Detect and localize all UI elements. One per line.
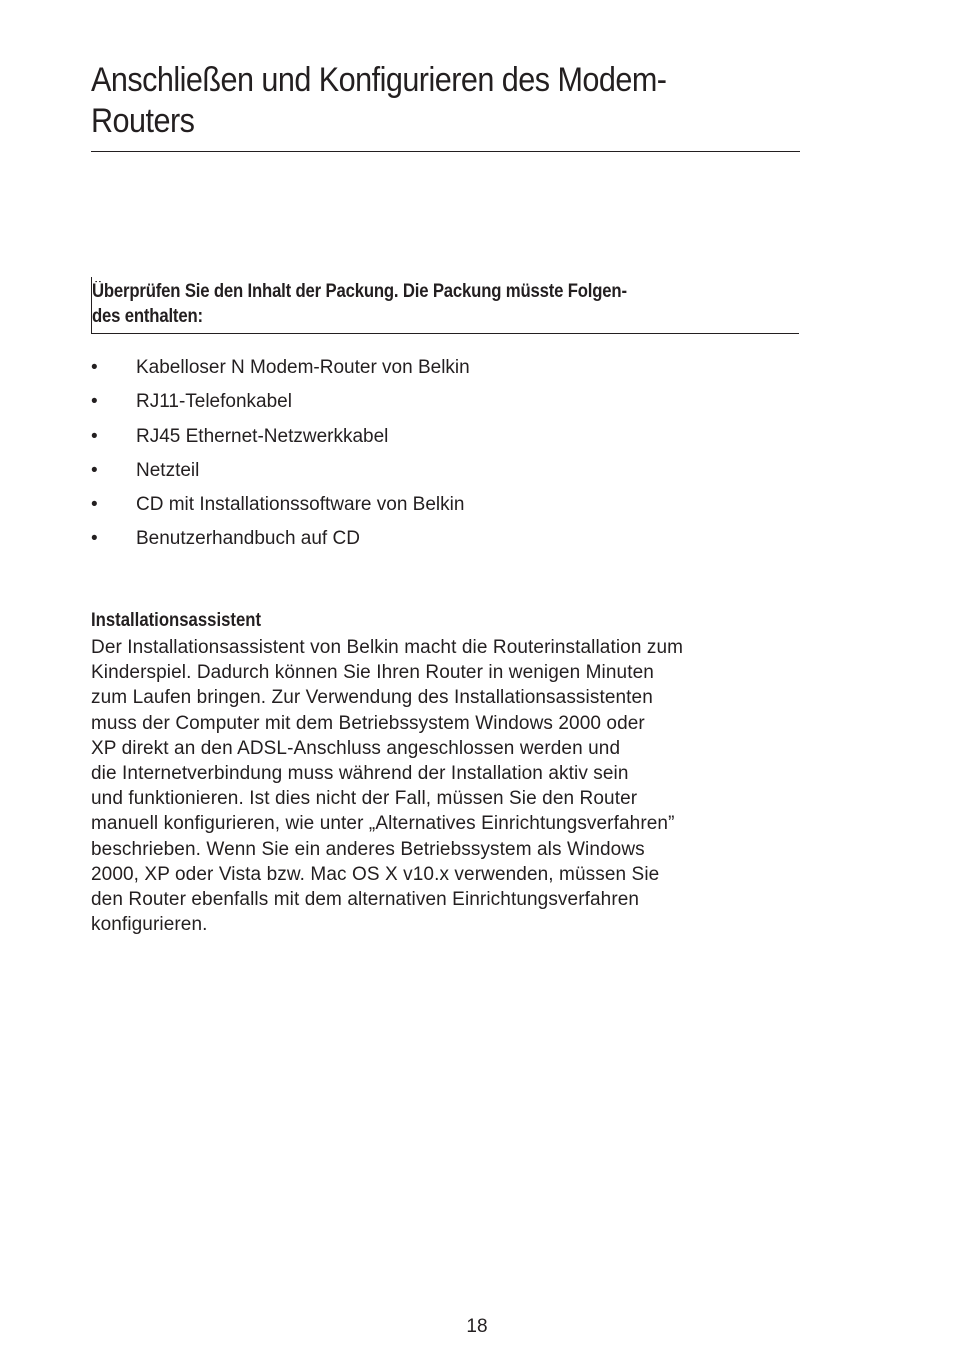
title-divider	[91, 151, 800, 152]
bullet-icon: •	[91, 528, 98, 550]
paragraph-line: zum Laufen bringen. Zur Verwendung des Installationsassistenten	[91, 687, 653, 709]
paragraph-line: 2000, XP oder Vista bzw. Mac OS X v10.x verwenden, müssen Sie	[91, 863, 660, 885]
installation-assistant-heading: Installationsassistent	[91, 610, 262, 631]
bullet-icon: •	[91, 494, 98, 516]
paragraph-line: manuell konfigurieren, wie unter „Alternatives Einrichtungsverfahren”	[91, 813, 675, 835]
installation-assistant-paragraph	[91, 635, 821, 937]
paragraph-line: Kinderspiel. Dadurch können Sie Ihren Router in wenigen Minuten	[91, 662, 654, 684]
page-title-line-2: Routers	[91, 102, 195, 140]
list-item-text: CD mit Installationssoftware von Belkin	[136, 494, 465, 516]
list-item-text: Netzteil	[136, 459, 200, 481]
list-item	[91, 458, 470, 492]
bullet-icon: •	[91, 459, 98, 481]
paragraph-line: den Router ebenfalls mit dem alternativen Einrichtungsverfahren	[91, 889, 640, 911]
bullet-icon: •	[91, 357, 98, 378]
paragraph-line: die Internetverbindung muss während der Installation aktiv sein	[91, 763, 629, 785]
package-contents-heading-line-2: des enthalten:	[92, 306, 203, 327]
list-item	[91, 355, 470, 389]
paragraph-line: muss der Computer mit dem Betriebssystem Windows 2000 oder	[91, 712, 645, 734]
paragraph-line: XP direkt an den ADSL-Anschluss angeschlossen werden und	[91, 737, 621, 759]
paragraph-line: und funktionieren. Ist dies nicht der Fall, müssen Sie den Router	[91, 788, 638, 810]
bullet-icon: •	[91, 391, 98, 413]
list-item-text: RJ11-Telefonkabel	[136, 391, 292, 413]
page-title-line-1: Anschließen und Konfigurieren des Modem-	[91, 61, 667, 99]
list-item	[91, 389, 470, 423]
page-title	[91, 60, 721, 142]
package-contents-heading-box	[91, 277, 799, 334]
package-contents-heading-line-1: Überprüfen Sie den Inhalt der Packung. Die Packung müsste Folgen-	[92, 281, 627, 302]
list-item	[91, 526, 470, 560]
paragraph-line: Der Installationsassistent von Belkin macht die Routerinstallation zum	[91, 637, 684, 658]
list-item-text: Kabelloser N Modem-Router von Belkin	[136, 357, 470, 378]
package-contents-heading	[92, 279, 761, 329]
bullet-icon: •	[91, 425, 98, 447]
list-item-text: Benutzerhandbuch auf CD	[136, 528, 360, 550]
paragraph-line: konfigurieren.	[91, 914, 208, 936]
package-contents-list	[91, 355, 470, 561]
list-item-text: RJ45 Ethernet-Netzwerkkabel	[136, 425, 389, 447]
list-item	[91, 424, 470, 458]
paragraph-line: beschrieben. Wenn Sie ein anderes Betriebssystem als Windows	[91, 838, 645, 860]
list-item	[91, 492, 470, 526]
page-number: 18	[466, 1316, 488, 1337]
